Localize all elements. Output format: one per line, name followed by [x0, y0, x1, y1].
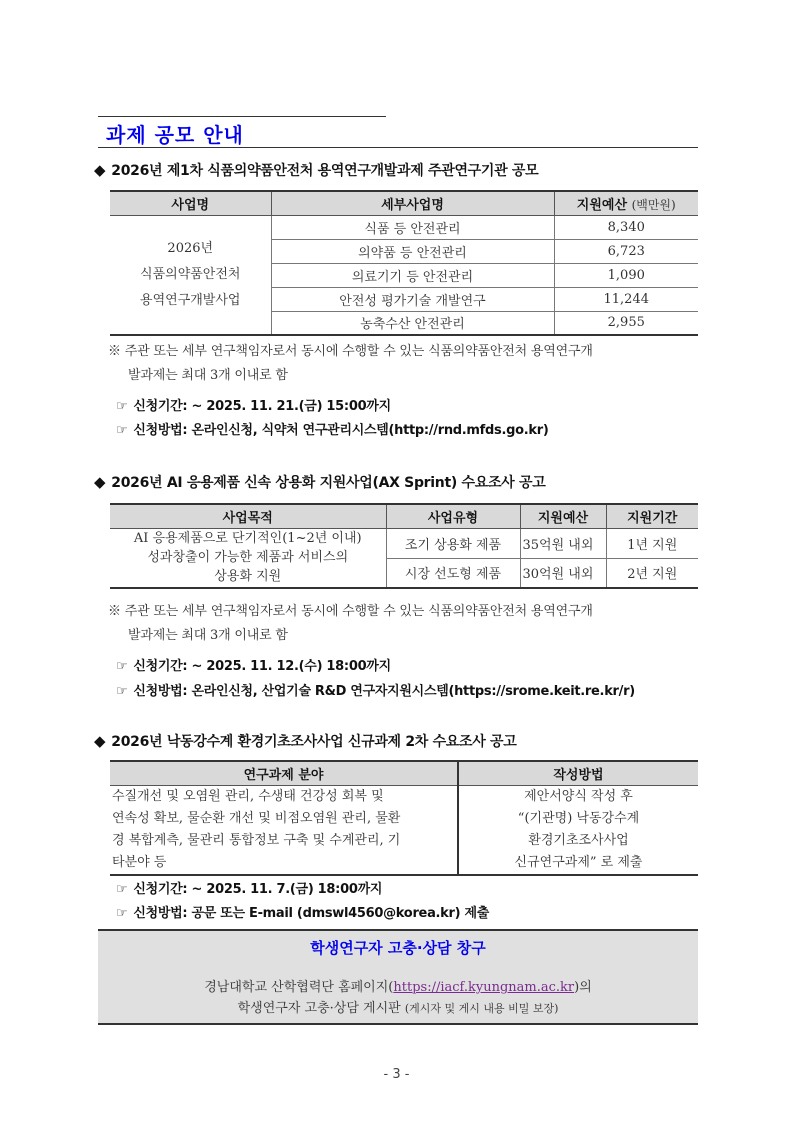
title-rule	[98, 147, 698, 148]
period-cell: 1년 지원	[606, 528, 698, 558]
counsel-box-title: 학생연구자 고충·상담 창구	[310, 939, 486, 957]
section-1-method: ☞ 신청방법: 온라인신청, 식약처 연구관리시스템(http://rnd.mfds.go.kr)	[116, 423, 549, 438]
diamond-icon: ◆	[94, 473, 106, 491]
sub-program-cell: 의약품 등 안전관리	[271, 239, 554, 263]
section-1-heading-text: 2026년 제1차 식품의약품안전처 용역연구개발과제 주관연구기관 공모	[111, 163, 539, 179]
budget-cell: 11,244	[554, 287, 698, 311]
budget-cell: 30억원 내외	[520, 558, 606, 588]
pointing-hand-icon: ☞	[116, 906, 128, 921]
col-header-sub-program: 세부사업명	[271, 191, 554, 215]
top-rule	[98, 116, 386, 117]
col-header-method: 작성방법	[458, 761, 698, 785]
table-row	[110, 215, 698, 239]
sub-program-cell: 의료기기 등 안전관리	[271, 263, 554, 287]
budget-cell: 6,723	[554, 239, 698, 263]
pointing-hand-icon: ☞	[116, 882, 128, 897]
page-number: - 3 -	[383, 1067, 410, 1082]
section-3-heading	[94, 731, 517, 751]
diamond-icon: ◆	[94, 161, 106, 179]
section-1-note: ※ 주관 또는 세부 연구책임자로서 동시에 수행할 수 있는 식품의약품안전처 용역연구개 발과제는 최대 3개 이내로 함	[108, 344, 593, 383]
section-2-heading	[94, 472, 545, 492]
budget-cell: 35억원 내외	[520, 528, 606, 558]
pointing-hand-icon: ☞	[116, 659, 128, 674]
section-1-table	[110, 190, 698, 336]
type-cell: 조기 상용화 제품	[386, 528, 520, 558]
section-1-period: ☞ 신청기간: ~ 2025. 11. 21.(금) 15:00까지	[116, 399, 391, 414]
budget-cell: 8,340	[554, 215, 698, 239]
col-header-budget: 지원예산 (백만원)	[554, 191, 698, 215]
col-header-type: 사업유형	[386, 504, 520, 528]
sub-program-cell: 안전성 평가기술 개발연구	[271, 287, 554, 311]
section-2-period: ☞ 신청기간: ~ 2025. 11. 12.(수) 18:00까지	[116, 659, 391, 674]
counsel-box-line-2: 학생연구자 고충·상담 게시판 (게시자 및 게시 내용 비밀 보장)	[237, 1001, 559, 1016]
pointing-hand-icon: ☞	[116, 684, 128, 699]
col-header-period: 지원기간	[606, 504, 698, 528]
type-cell: 시장 선도형 제품	[386, 558, 520, 588]
col-header-purpose: 사업목적	[110, 504, 386, 528]
research-field-cell: 수질개선 및 오염원 관리, 수생태 건강성 회복 및 연속성 확보, 물순환 개선 및 비점오염원 관리, 물환 경 복합계측, 물관리 통합정보 구축 및 수계관리, 기 타분야 등	[110, 785, 458, 875]
budget-cell: 1,090	[554, 263, 698, 287]
counsel-homepage-link[interactable]: https://iacf.kyungnam.ac.kr	[393, 980, 575, 995]
reference-mark: ※	[108, 344, 121, 359]
page-title: 과제 공모 안내	[106, 123, 244, 147]
counsel-box	[98, 929, 698, 1025]
section-2-method: ☞ 신청방법: 온라인신청, 산업기술 R&D 연구자지원시스템(https://srome.keit.re.kr/r)	[116, 684, 635, 699]
sub-program-cell: 식품 등 안전관리	[271, 215, 554, 239]
table-row	[110, 785, 698, 875]
pointing-hand-icon: ☞	[116, 423, 128, 438]
section-3-heading-text: 2026년 낙동강수계 환경기초조사사업 신규과제 2차 수요조사 공고	[111, 734, 517, 750]
counsel-box-line-1: 경남대학교 산학협력단 홈페이지(https://iacf.kyungnam.ac.kr)의	[204, 980, 592, 995]
section-3-method: ☞ 신청방법: 공문 또는 E-mail (dmswl4560@korea.kr) 제출	[116, 906, 490, 921]
budget-cell: 2,955	[554, 311, 698, 335]
pointing-hand-icon: ☞	[116, 399, 128, 414]
section-3-table	[110, 760, 698, 876]
sub-program-cell: 농축수산 안전관리	[271, 311, 554, 335]
purpose-cell: AI 응용제품으로 단기적인(1~2년 이내) 성과창출이 가능한 제품과 서비스의 상용화 지원	[110, 528, 386, 588]
period-cell: 2년 지원	[606, 558, 698, 588]
program-name-cell: 2026년 식품의약품안전처 용역연구개발사업	[110, 215, 271, 335]
section-2-note: ※ 주관 또는 세부 연구책임자로서 동시에 수행할 수 있는 식품의약품안전처 용역연구개 발과제는 최대 3개 이내로 함	[108, 604, 593, 643]
reference-mark: ※	[108, 604, 121, 619]
diamond-icon: ◆	[94, 732, 106, 750]
section-2-table	[110, 503, 698, 589]
submission-method-cell: 제안서양식 작성 후 “(기관명) 낙동강수계 환경기초조사사업 신규연구과제” 로 제출	[458, 785, 698, 875]
budget-unit: (백만원)	[631, 197, 676, 212]
section-1-heading	[94, 160, 538, 180]
section-2-heading-text: 2026년 AI 응용제품 신속 상용화 지원사업(AX Sprint) 수요조사 공고	[111, 475, 546, 491]
section-3-period: ☞ 신청기간: ~ 2025. 11. 7.(금) 18:00까지	[116, 882, 383, 897]
col-header-program: 사업명	[110, 191, 271, 215]
col-header-budget: 지원예산	[520, 504, 606, 528]
table-row	[110, 528, 698, 558]
col-header-field: 연구과제 분야	[110, 761, 458, 785]
